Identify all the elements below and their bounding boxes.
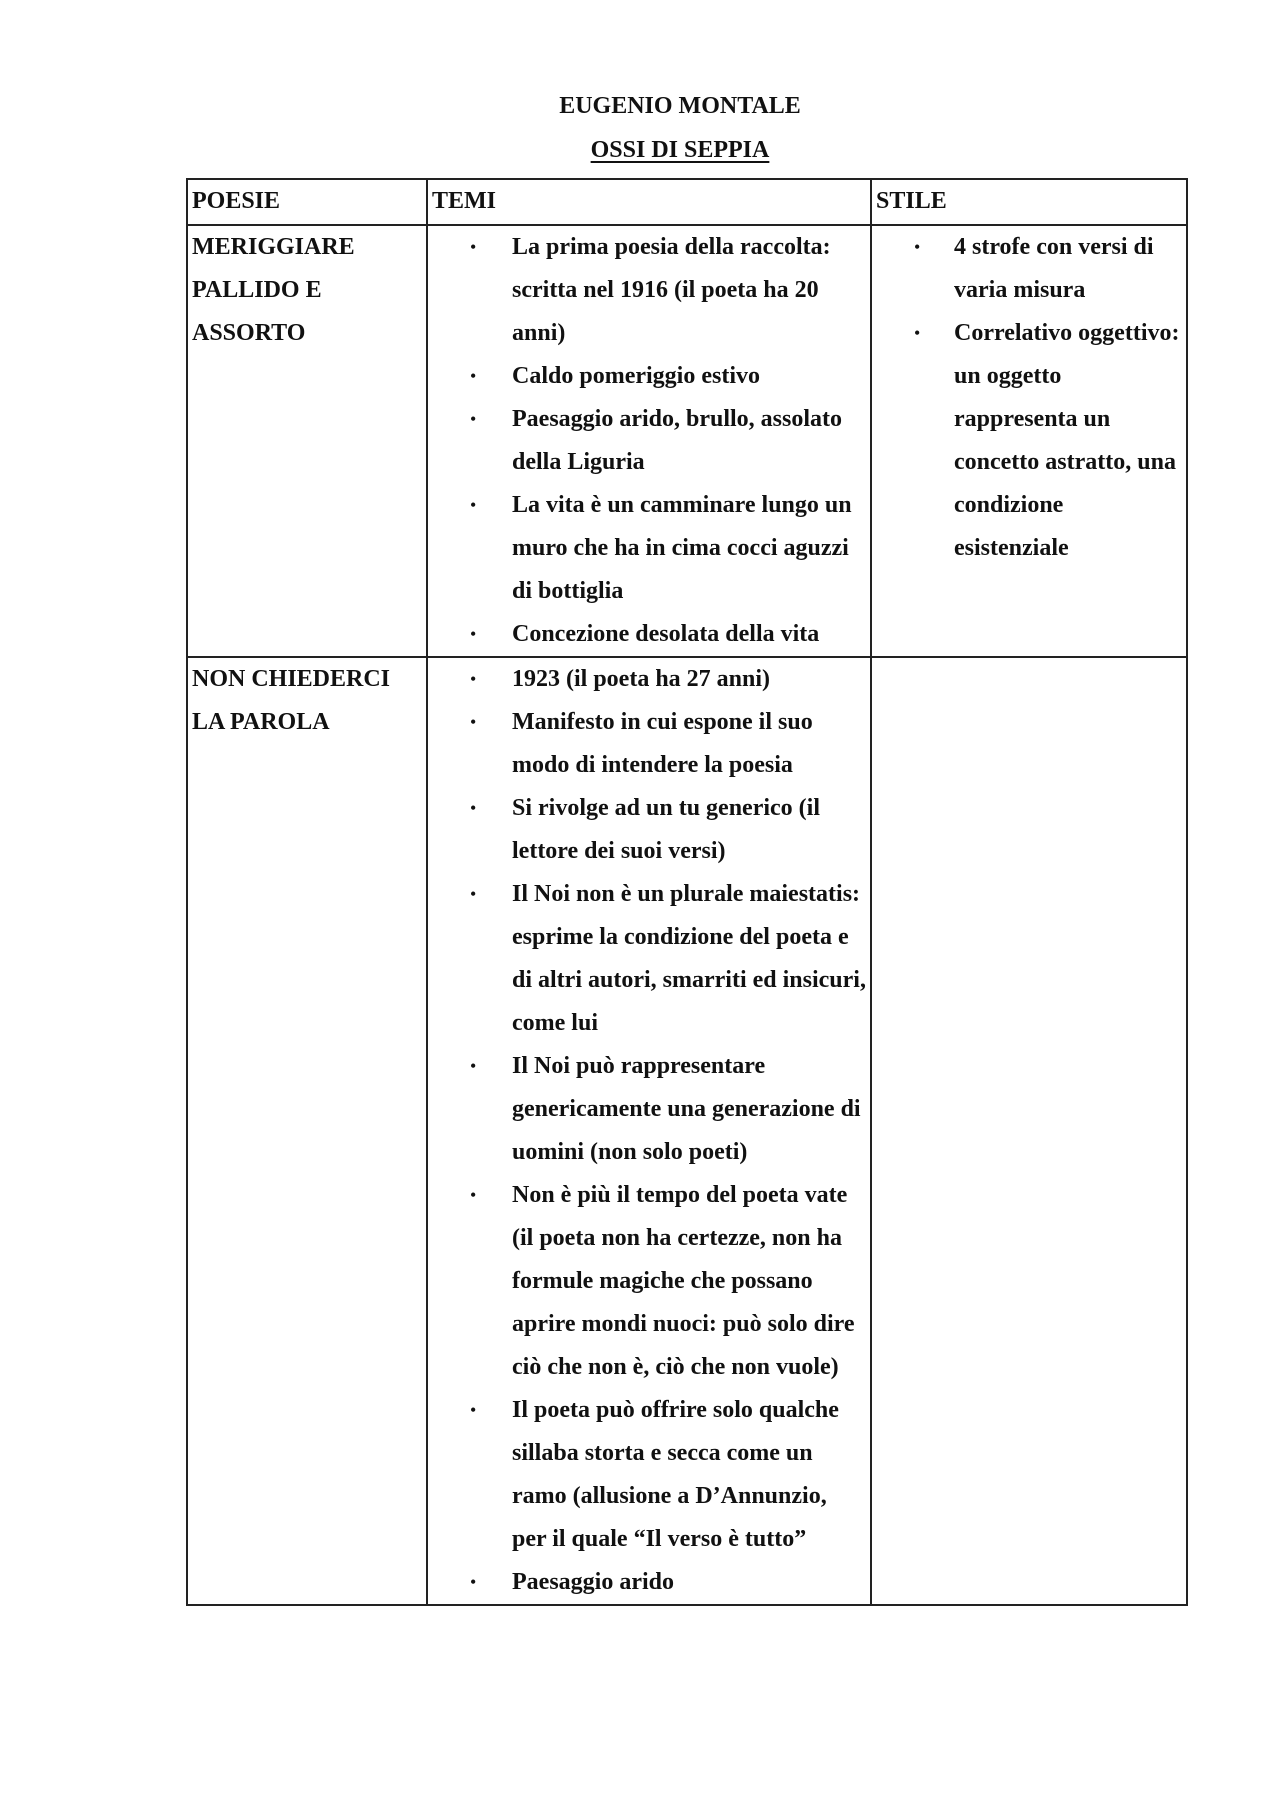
list-item: • Correlativo oggettivo: un oggetto rappresenta un concetto astratto, una condizione esistenziale	[876, 312, 1182, 570]
table-header-row	[187, 179, 1187, 225]
stile-cell-empty	[871, 657, 1187, 1605]
header-temi: TEMI	[427, 179, 871, 225]
list-item: • 4 strofe con versi di varia misura	[876, 226, 1182, 312]
list-item: • Concezione desolata della vita	[432, 613, 866, 656]
stile-cell	[871, 225, 1187, 657]
poem-cell	[187, 225, 427, 657]
header-poesie: POESIE	[187, 179, 427, 225]
list-item: • La vita è un camminare lungo un muro che ha in cima cocci aguzzi di bottiglia	[432, 484, 866, 613]
list-item: • Il Noi non è un plurale maiestatis: esprime la condizione del poeta e di altri autori, smarriti ed insicuri, come lui	[432, 873, 866, 1045]
document-subtitle	[0, 135, 1280, 165]
list-item: • La prima poesia della raccolta: scritta nel 1916 (il poeta ha 20 anni)	[432, 226, 866, 355]
temi-cell	[427, 657, 871, 1605]
list-item: • Il poeta può offrire solo qualche sillaba storta e secca come un ramo (allusione a D’Annunzio, per il quale “Il verso è tutto”	[432, 1389, 866, 1561]
list-item: • Non è più il tempo del poeta vate (il poeta non ha certezze, non ha formule magiche che possano aprire mondi nuoci: può solo dire ciò che non è, ciò che non vuole)	[432, 1174, 866, 1389]
list-item: • Paesaggio arido	[432, 1561, 866, 1604]
stile-list	[876, 226, 1182, 570]
poem-title: MERIGGIARE PALLIDO E ASSORTO	[192, 234, 355, 346]
poem-title: NON CHIEDERCI LA PAROLA	[192, 666, 391, 735]
table-row	[187, 225, 1187, 657]
list-item: • Caldo pomeriggio estivo	[432, 355, 866, 398]
list-item: • 1923 (il poeta ha 27 anni)	[432, 658, 866, 701]
list-item: • Manifesto in cui espone il suo modo di intendere la poesia	[432, 701, 866, 787]
list-item: • Il Noi può rappresentare genericamente una generazione di uomini (non solo poeti)	[432, 1045, 866, 1174]
temi-cell	[427, 225, 871, 657]
collection-title: OSSI DI SEPPIA	[590, 137, 770, 163]
list-item: • Si rivolge ad un tu generico (il lettore dei suoi versi)	[432, 787, 866, 873]
table-row	[187, 657, 1187, 1605]
temi-list	[432, 658, 866, 1604]
document-title: EUGENIO MONTALE	[559, 93, 801, 119]
header-stile: STILE	[871, 179, 1187, 225]
temi-list	[432, 226, 866, 656]
poems-table	[186, 178, 1188, 1606]
poem-cell	[187, 657, 427, 1605]
list-item: • Paesaggio arido, brullo, assolato della Liguria	[432, 398, 866, 484]
